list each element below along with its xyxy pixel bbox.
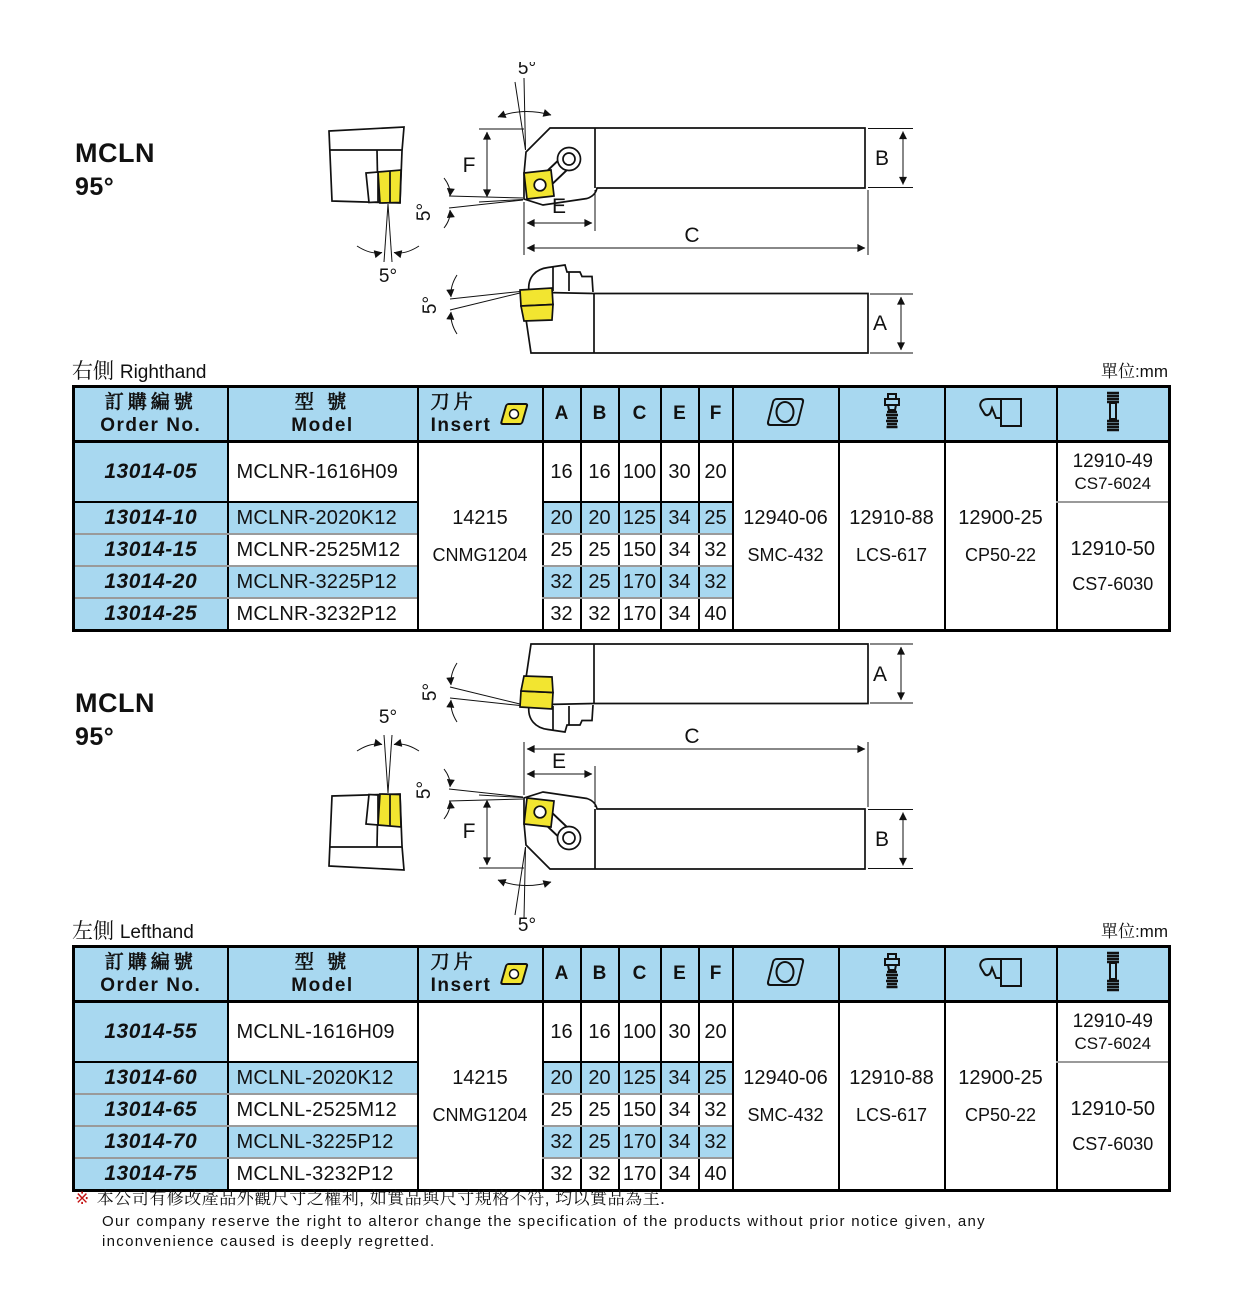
clamp-screw-order-no: 12910-50 [1070,537,1156,560]
dim-c-cell: 170 [619,1126,661,1158]
footnote-en-line2: inconvenience caused is deeply regretted. [102,1233,436,1250]
dim-a-cell: 20 [543,1062,581,1094]
dim-label-b: B [874,147,890,170]
dim-label-c: C [684,725,700,748]
col-header-shim [733,387,839,442]
order-cell: 13014-65 [74,1094,228,1126]
col-header-model [228,947,418,1002]
dim-f-cell: 32 [699,566,733,598]
dim-c-cell: 150 [619,534,661,566]
dim-label-a: A [872,312,888,335]
insert-code: 14215 [452,1066,508,1089]
lefthand-spec-table [72,945,1171,1192]
dim-f-cell: 20 [699,442,733,503]
footnote [75,1184,1185,1252]
col-header-clamp-screw [1057,387,1170,442]
angle-label-sideview: 5° [420,295,441,315]
dim-b-cell: 25 [581,534,619,566]
hand-en: Righthand [119,362,207,383]
model-cell: MCLNL-1616H09 [228,1002,418,1063]
shim-screw-model: LCS-617 [855,544,928,565]
clamp-screw-model: CS7-6030 [1072,1133,1154,1154]
footnote-zh: 本公司有修改產品外觀尺寸之權利, 如實品與尺寸規格不符, 均以實品為主. [96,1189,666,1208]
dim-c-cell: 170 [619,566,661,598]
shim-icon [757,954,815,990]
model-cell: MCLNR-3225P12 [228,566,418,598]
col-header-b: B [581,387,619,442]
dim-b-cell: 16 [581,1002,619,1063]
insert-header-zh: 刀片 [430,952,477,973]
shim-order-no: 12940-06 [743,1066,828,1089]
model-header-en: Model [291,975,354,996]
order-header-zh: 訂購編號 [104,392,197,413]
clamp-cell [945,442,1057,631]
dim-label-c: C [684,224,700,247]
dim-label-e: E [551,750,567,773]
dim-e-cell: 30 [661,442,699,503]
clamp-screw-model: CS7-6024 [1074,473,1152,493]
shim-screw-model: LCS-617 [855,1104,928,1125]
clamp-screw-cell-top [1057,442,1170,503]
dim-e-cell: 34 [661,1126,699,1158]
insert-header-zh: 刀片 [430,392,477,413]
col-header-a: A [543,947,581,1002]
dim-f-cell: 25 [699,1062,733,1094]
dim-f-cell: 32 [699,1094,733,1126]
hand-en: Lefthand [119,922,194,943]
shim-screw-cell [839,442,945,631]
clamp-screw-model: CS7-6024 [1074,1033,1152,1053]
shim-screw-icon [877,952,907,992]
dim-a-cell: 16 [543,1002,581,1063]
model-cell: MCLNR-2525M12 [228,534,418,566]
insert-cell [418,1002,543,1191]
col-header-e: E [661,947,699,1002]
dim-b-cell: 20 [581,502,619,534]
dim-b-cell: 25 [581,1126,619,1158]
dim-f-cell: 32 [699,1126,733,1158]
dim-c-cell: 125 [619,1062,661,1094]
col-header-model [228,387,418,442]
col-header-c: C [619,387,661,442]
dim-e-cell: 30 [661,1002,699,1063]
dim-b-cell: 25 [581,1094,619,1126]
shim-model: SMC-432 [747,544,824,565]
clamp-screw-cell-rest [1057,502,1170,631]
dim-e-cell: 34 [661,502,699,534]
model-header-zh: 型 號 [294,952,351,973]
shim-order-no: 12940-06 [743,506,828,529]
angle-label-endview: 5° [378,707,398,728]
col-header-shim [733,947,839,1002]
dim-label-a: A [872,663,888,686]
dim-e-cell: 34 [661,566,699,598]
series-name: MCLN [75,688,155,718]
col-header-shim-screw [839,387,945,442]
hand-zh: 右側 [72,360,114,383]
angle-label-top: 5° [517,62,537,79]
dim-c-cell: 150 [619,1094,661,1126]
hand-zh: 左側 [72,920,114,943]
lead-angle: 95° [75,173,115,201]
dim-c-cell: 125 [619,502,661,534]
dim-label-f: F [462,820,476,843]
shim-cell [733,1002,839,1191]
dim-c-cell: 170 [619,598,661,631]
shim-screw-icon [877,392,907,432]
shim-cell [733,442,839,631]
angle-label-sideview: 5° [420,682,441,702]
dim-f-cell: 32 [699,534,733,566]
lead-angle: 95° [75,723,115,751]
order-cell: 13014-75 [74,1158,228,1191]
dim-a-cell: 32 [543,566,581,598]
clamp-order-no: 12900-25 [958,1066,1043,1089]
clamp-icon [975,952,1027,992]
dim-e-cell: 34 [661,534,699,566]
hand-label-lefthand [72,915,194,945]
angle-label-rake: 5° [414,202,435,222]
unit-label: 單位:mm [1100,922,1168,941]
col-header-insert [418,947,543,1002]
unit-label: 單位:mm [1100,362,1168,381]
clamp-icon [975,392,1027,432]
dim-c-cell: 100 [619,442,661,503]
righthand-spec-table [72,385,1171,632]
model-cell: MCLNL-3232P12 [228,1158,418,1191]
clamp-screw-icon [1101,390,1125,434]
dim-b-cell: 32 [581,598,619,631]
insert-type: CNMG1204 [432,1104,528,1125]
dim-a-cell: 25 [543,1094,581,1126]
col-header-c: C [619,947,661,1002]
order-header-en: Order No. [100,975,202,996]
col-header-order [74,947,228,1002]
order-cell: 13014-60 [74,1062,228,1094]
model-cell: MCLNR-1616H09 [228,442,418,503]
model-cell: MCLNR-2020K12 [228,502,418,534]
order-header-en: Order No. [100,415,202,436]
dim-f-cell: 40 [699,598,733,631]
dim-a-cell: 20 [543,502,581,534]
col-header-b: B [581,947,619,1002]
clamp-order-no: 12900-25 [958,506,1043,529]
dim-label-b: B [874,828,890,851]
col-header-e: E [661,387,699,442]
lefthand-tool-diagram [60,635,1180,935]
clamp-screw-order-no: 12910-49 [1072,1010,1153,1032]
dim-c-cell: 170 [619,1158,661,1191]
order-header-zh: 訂購編號 [104,952,197,973]
series-name: MCLN [75,138,155,168]
clamp-screw-model: CS7-6030 [1072,573,1154,594]
clamp-screw-cell-rest [1057,1062,1170,1191]
clamp-screw-icon [1101,950,1125,994]
col-header-f: F [699,947,733,1002]
footnote-mark: ※ [75,1189,90,1208]
shim-icon [757,394,815,430]
col-header-clamp [945,387,1057,442]
shim-screw-cell [839,1002,945,1191]
insert-header-en: Insert [430,415,492,436]
clamp-screw-order-no: 12910-50 [1070,1097,1156,1120]
insert-icon [495,399,529,429]
dim-a-cell: 32 [543,1158,581,1191]
dim-e-cell: 34 [661,1158,699,1191]
order-cell: 13014-15 [74,534,228,566]
shim-screw-order-no: 12910-88 [849,506,934,529]
clamp-model: CP50-22 [964,544,1037,565]
dim-f-cell: 25 [699,502,733,534]
model-cell: MCLNR-3232P12 [228,598,418,631]
order-cell: 13014-55 [74,1002,228,1063]
insert-icon [495,959,529,989]
model-header-en: Model [291,415,354,436]
order-cell: 13014-70 [74,1126,228,1158]
dim-b-cell: 20 [581,1062,619,1094]
clamp-model: CP50-22 [964,1104,1037,1125]
righthand-tool-diagram [60,62,1180,362]
insert-type: CNMG1204 [432,544,528,565]
shim-model: SMC-432 [747,1104,824,1125]
dim-a-cell: 25 [543,534,581,566]
dim-b-cell: 25 [581,566,619,598]
insert-cell [418,442,543,631]
angle-label-bottom: 5° [517,915,537,935]
dim-label-e: E [551,195,567,218]
clamp-screw-cell-top [1057,1002,1170,1063]
shim-screw-order-no: 12910-88 [849,1066,934,1089]
dim-c-cell: 100 [619,1002,661,1063]
insert-code: 14215 [452,506,508,529]
col-header-clamp [945,947,1057,1002]
dim-e-cell: 34 [661,1062,699,1094]
model-cell: MCLNL-3225P12 [228,1126,418,1158]
order-cell: 13014-05 [74,442,228,503]
col-header-insert [418,387,543,442]
order-cell: 13014-10 [74,502,228,534]
order-cell: 13014-20 [74,566,228,598]
footnote-en-line1: Our company reserve the right to alteror change the specification of the products without prior notice given, any [102,1213,986,1230]
dim-b-cell: 32 [581,1158,619,1191]
col-header-f: F [699,387,733,442]
dim-f-cell: 40 [699,1158,733,1191]
dim-b-cell: 16 [581,442,619,503]
clamp-cell [945,1002,1057,1191]
col-header-clamp-screw [1057,947,1170,1002]
col-header-shim-screw [839,947,945,1002]
angle-label-endview: 5° [378,266,398,287]
dim-e-cell: 34 [661,598,699,631]
model-header-zh: 型 號 [294,392,351,413]
clamp-screw-order-no: 12910-49 [1072,450,1153,472]
angle-label-rake: 5° [414,780,435,800]
col-header-order [74,387,228,442]
dim-e-cell: 34 [661,1094,699,1126]
order-cell: 13014-25 [74,598,228,631]
hand-label-righthand [72,355,206,385]
dim-f-cell: 20 [699,1002,733,1063]
model-cell: MCLNL-2020K12 [228,1062,418,1094]
model-cell: MCLNL-2525M12 [228,1094,418,1126]
col-header-a: A [543,387,581,442]
dim-a-cell: 32 [543,598,581,631]
dim-label-f: F [462,154,476,177]
dim-a-cell: 32 [543,1126,581,1158]
dim-a-cell: 16 [543,442,581,503]
insert-header-en: Insert [430,975,492,996]
